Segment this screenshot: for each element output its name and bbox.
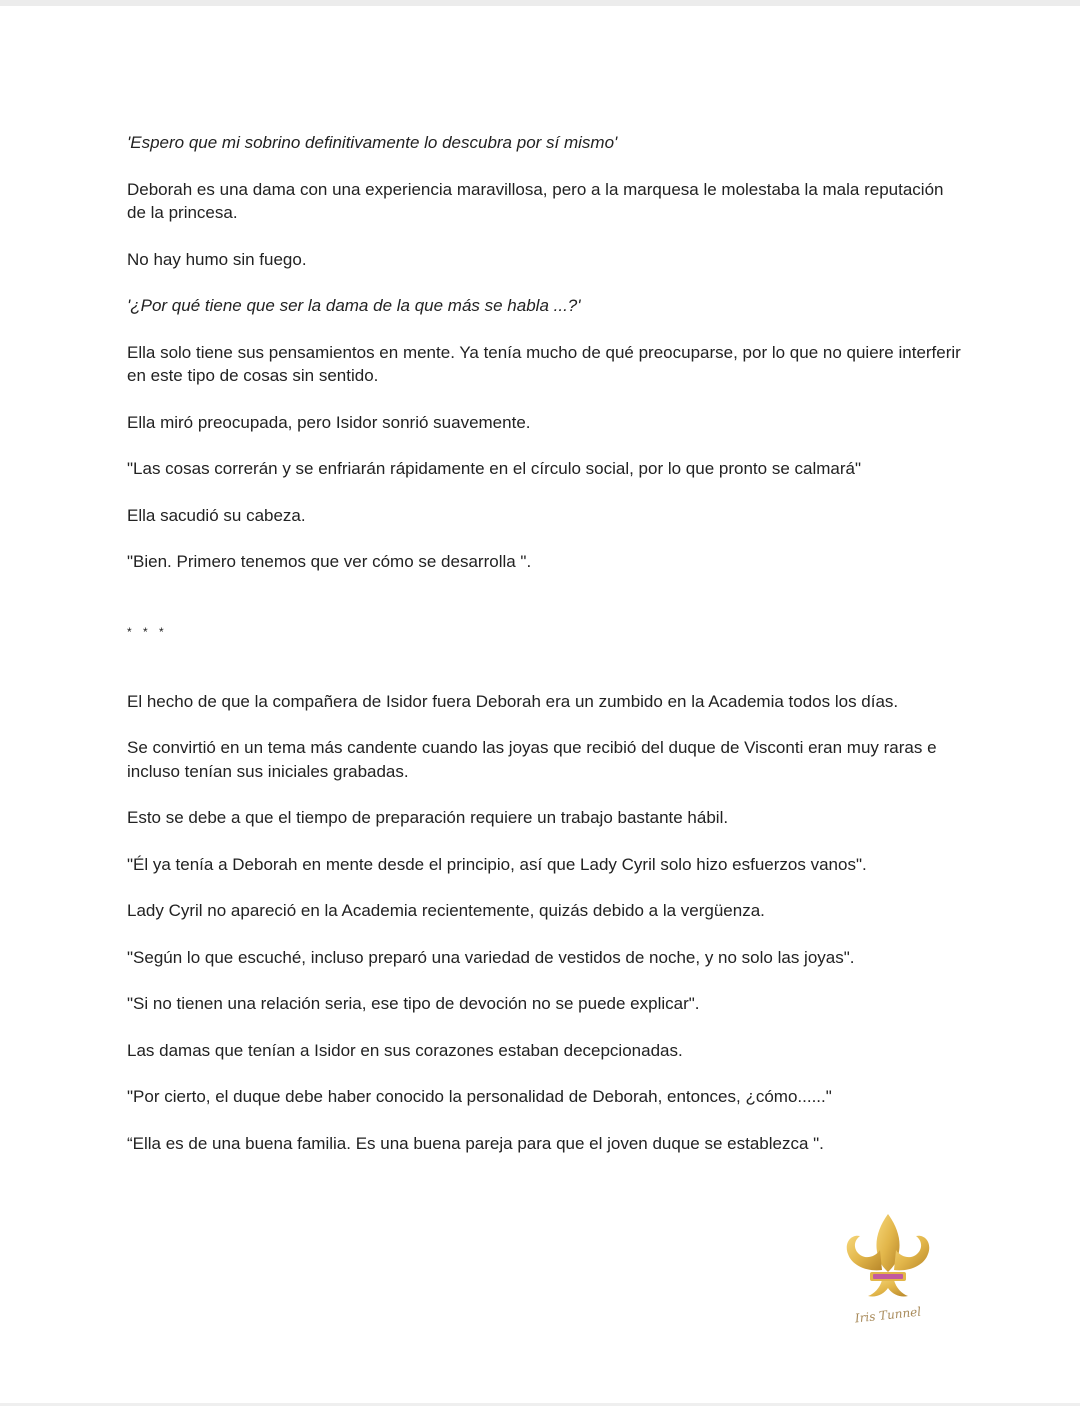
paragraph: "Si no tienen una relación seria, ese tipo de devoción no se puede explicar".	[127, 994, 700, 1013]
paragraph: "Bien. Primero tenemos que ver cómo se desarrolla ".	[127, 552, 532, 571]
paragraph: No hay humo sin fuego.	[127, 249, 307, 269]
paragraph: “Ella es de una buena familia. Es una buena pareja para que el joven duque se establezca ".	[127, 1133, 824, 1153]
signature: Iris Tunnel	[854, 1304, 922, 1326]
paragraph: Esto se debe a que el tiempo de preparación requiere un trabajo bastante hábil.	[127, 808, 729, 827]
paragraph: Ella sacudió su cabeza.	[127, 505, 306, 525]
paragraph: "Según lo que escuché, incluso preparó una variedad de vestidos de noche, y no solo las joyas".	[127, 947, 855, 967]
paragraph: 'Espero que mi sobrino definitivamente lo descubra por sí mismo'	[127, 133, 618, 152]
paragraph: "Él ya tenía a Deborah en mente desde el principio, así que Lady Cyril solo hizo esfuerzos vanos".	[127, 854, 867, 874]
paragraph: "Por cierto, el duque debe haber conocido la personalidad de Deborah, entonces, ¿cómo......"	[127, 1087, 832, 1106]
paragraph: Ella solo tiene sus pensamientos en mente. Ya tenía mucho de qué preocuparse, por lo que no quiere interferir en este tipo de cosas sin sentido.	[127, 342, 961, 385]
top-edge	[0, 0, 1080, 6]
paragraph: "Las cosas correrán y se enfriarán rápidamente en el círculo social, por lo que pronto se calmará"	[127, 459, 861, 478]
paragraph: Deborah es una dama con una experiencia maravillosa, pero a la marquesa le molestaba la mala reputación de la princesa.	[127, 179, 944, 222]
paragraph: Lady Cyril no apareció en la Academia recientemente, quizás debido a la vergüenza.	[127, 901, 765, 920]
document-body	[127, 131, 967, 1155]
paragraph: '¿Por qué tiene que ser la dama de la que más se habla ...?'	[127, 296, 581, 315]
section-separator: * * *	[127, 624, 168, 639]
paragraph: Las damas que tenían a Isidor en sus corazones estaban decepcionadas.	[127, 1040, 683, 1060]
paragraph: El hecho de que la compañera de Isidor fuera Deborah era un zumbido en la Academia todos los días.	[127, 691, 899, 711]
paragraph: Ella miró preocupada, pero Isidor sonrió suavemente.	[127, 412, 531, 432]
paragraph: Se convirtió en un tema más candente cuando las joyas que recibió del duque de Visconti eran muy raras e incluso tenían sus iniciales grabadas.	[127, 738, 937, 781]
